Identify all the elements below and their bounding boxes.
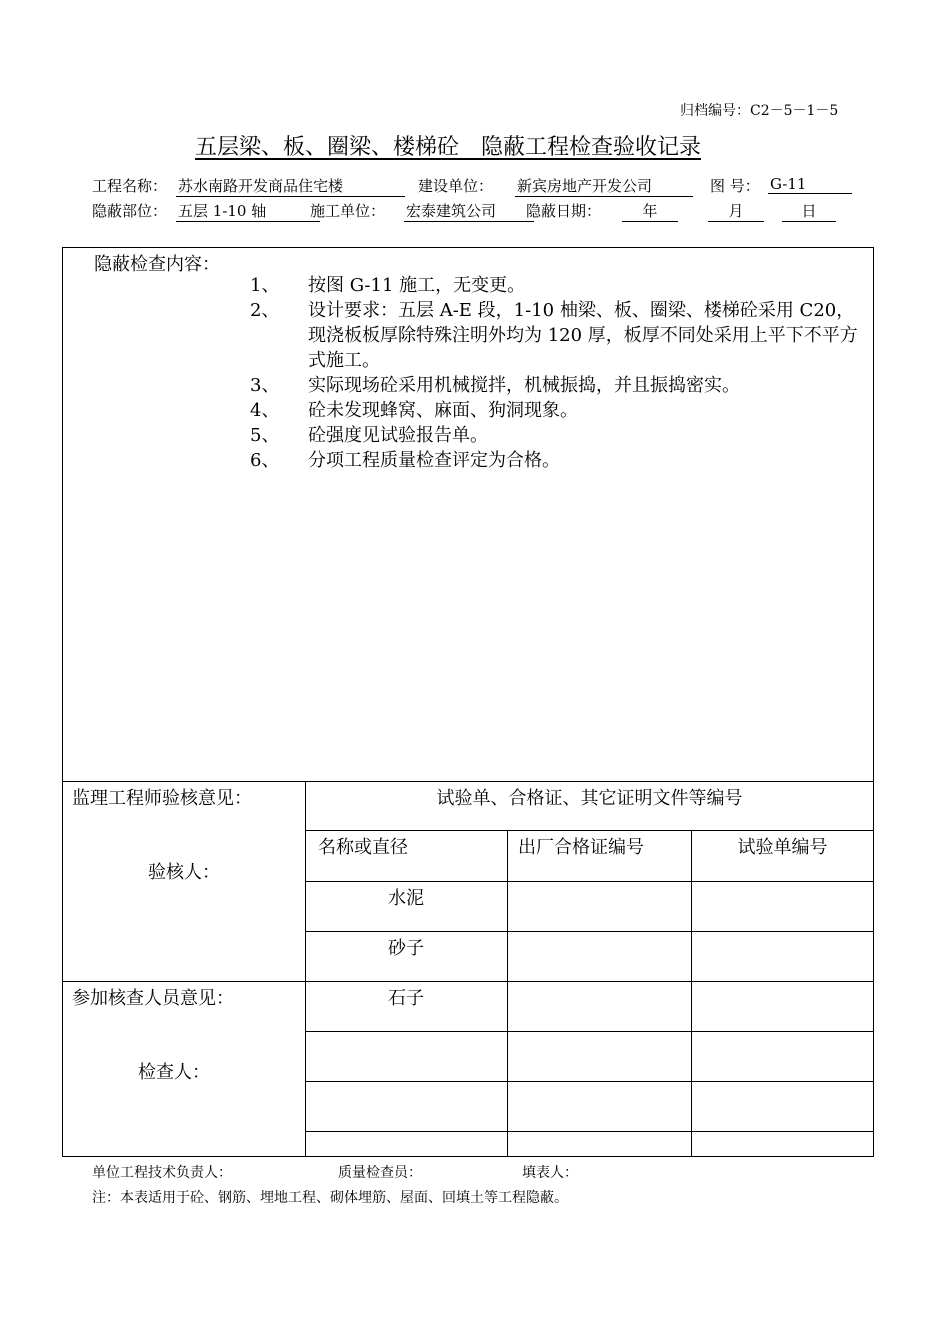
divider	[305, 1081, 874, 1082]
item-text: 设计要求：五层 A-E 段，1-10 柚梁、板、圈梁、楼梯砼采用 C20，现浇板板厚除特殊注明外均为 120 厚，板厚不同处采用上平下不平方式施工。	[308, 300, 858, 371]
date-month: 月	[708, 200, 764, 222]
item-number: 6、	[250, 450, 280, 471]
divider	[62, 781, 874, 782]
inspection-content-label: 隐蔽检查内容：	[94, 254, 220, 275]
drawing-number-value: G-11	[768, 175, 852, 194]
footnote: 注：本表适用于砼、钢筋、埋地工程、砌体埋筋、屋面、回填土等工程隐蔽。	[92, 1190, 568, 1206]
material-gravel: 石子	[388, 988, 424, 1009]
contractor-label: 施工单位：	[310, 202, 386, 220]
column-header-test-report: 试验单编号	[737, 837, 828, 858]
supervisor-opinion-label: 监理工程师验核意见：	[72, 788, 252, 809]
item-number: 1、	[250, 275, 280, 296]
table-header: 试验单、合格证、其它证明文件等编号	[436, 788, 743, 809]
divider	[691, 830, 692, 1157]
project-name-label: 工程名称：	[92, 177, 168, 195]
contractor-value: 宏泰建筑公司	[404, 200, 534, 222]
divider	[305, 1131, 874, 1132]
builder-value: 新宾房地产开发公司	[515, 175, 693, 197]
divider	[305, 781, 306, 1157]
drawing-number-label: 图 号：	[710, 177, 760, 195]
divider	[62, 981, 874, 982]
builder-label: 建设单位：	[418, 177, 494, 195]
item-number: 5、	[250, 425, 280, 446]
material-cement: 水泥	[388, 888, 424, 909]
item-text: 分项工程质量检查评定为合格。	[308, 450, 560, 471]
hidden-part-label: 隐蔽部位：	[92, 202, 168, 220]
column-header-name: 名称或直径	[318, 837, 408, 858]
tech-lead-label: 单位工程技术负责人：	[92, 1165, 232, 1181]
page-title: 五层梁、板、圈梁、楼梯砼 隐蔽工程检查验收记录	[195, 135, 702, 160]
inspector-label: 检查人：	[138, 1062, 210, 1083]
participants-opinion-label: 参加核查人员意见：	[72, 988, 234, 1009]
project-name-value: 苏水南路开发商品住宅楼	[176, 175, 405, 197]
hidden-date-label: 隐蔽日期：	[526, 202, 602, 220]
hidden-part-value: 五层 1-10 轴	[176, 200, 320, 222]
divider	[507, 830, 508, 1157]
date-year: 年	[622, 200, 678, 222]
divider	[305, 881, 874, 882]
item-number: 3、	[250, 375, 280, 396]
material-sand: 砂子	[388, 938, 424, 959]
item-text: 按图 G-11 施工，无变更。	[308, 275, 526, 296]
item-text: 实际现场砼采用机械搅拌，机械振捣，并且振捣密实。	[308, 375, 740, 396]
item-number: 4、	[250, 400, 280, 421]
item-text: 砼未发现蜂窝、麻面、狗洞现象。	[308, 400, 578, 421]
column-header-certificate: 出厂合格证编号	[518, 837, 644, 858]
divider	[305, 1031, 874, 1032]
divider	[305, 931, 874, 932]
form-filler-label: 填表人：	[522, 1165, 578, 1181]
archive-number: 归档编号：C2－5－1－5	[680, 103, 839, 119]
verifier-label: 验核人：	[148, 862, 220, 883]
date-day: 日	[782, 200, 836, 222]
item-text: 砼强度见试验报告单。	[308, 425, 488, 446]
divider	[305, 830, 874, 831]
quality-inspector-label: 质量检查员：	[338, 1165, 422, 1181]
item-number: 2、	[250, 300, 280, 321]
